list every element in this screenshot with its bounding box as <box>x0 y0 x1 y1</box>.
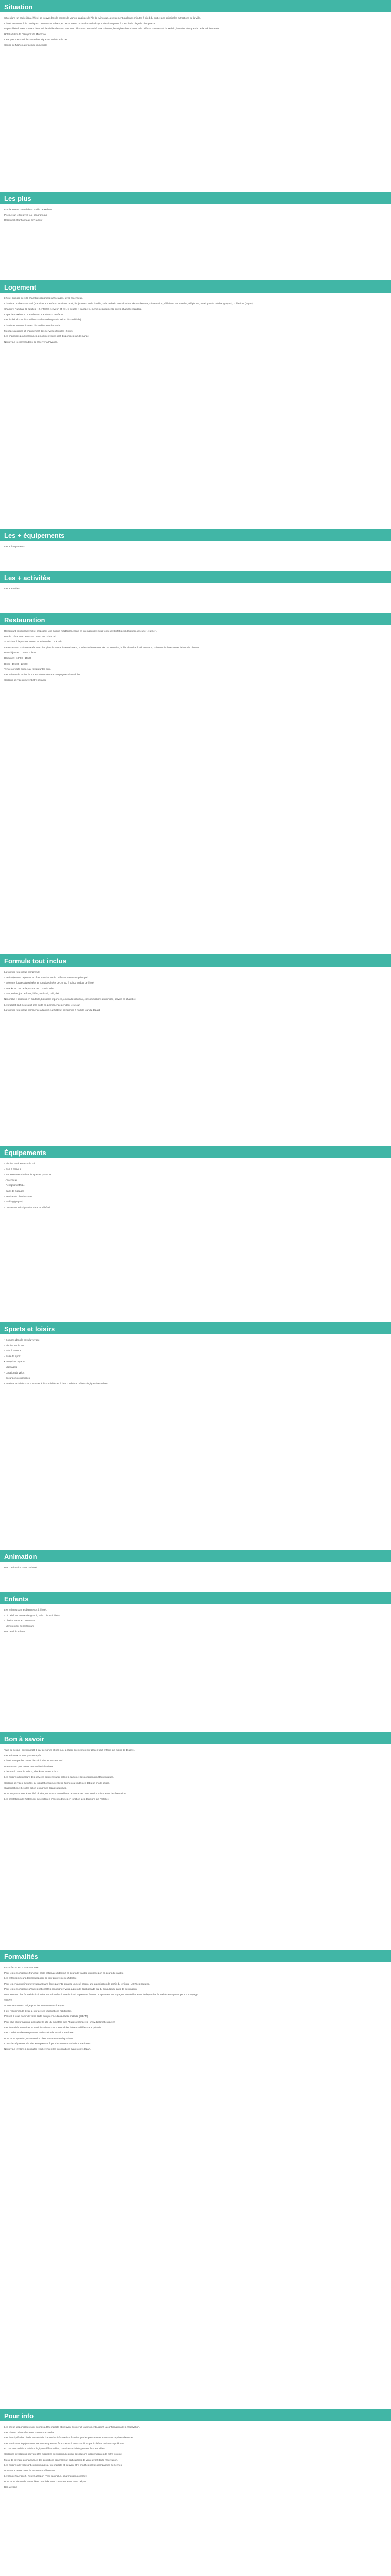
section-body <box>0 625 391 954</box>
paragraph: Dîner : 19h00 - 22h00 <box>4 662 28 665</box>
paragraph: Certains services, activités ou installations peuvent être fermés ou limités en début et fin de saison. <box>4 1781 110 1784</box>
paragraph: Les photos présentées sont non contractuelles. <box>4 2431 55 2434</box>
paragraph: Les + équipements <box>4 545 25 548</box>
section-bon-a-savoir <box>0 1732 391 1950</box>
paragraph: - Boissons locales alcoolisées et non alcoolisées de 10h00 à 23h00 au bar de l'hôtel <box>4 981 94 985</box>
paragraph: Le restaurant : cuisine variée avec des plats locaux et internationaux, soirées à thème une fois par semaine, buffet chaud et froid, desserts, boissons incluses selon la formule choisie. <box>4 646 200 649</box>
paragraph: Les formalités sanitaires et administratives sont susceptibles d'être modifiées sans préavis. <box>4 2026 102 2029</box>
paragraph: Hôtel à 5 km de l'aéroport de Minorque <box>4 32 46 36</box>
paragraph: - Salle de sport <box>4 1354 21 1358</box>
paragraph: - Piscine extérieure sur le toit <box>4 1162 36 1165</box>
section-title: Formalités <box>0 1950 391 1962</box>
section-title: Équipements <box>0 1146 391 1158</box>
section-body <box>0 204 391 280</box>
paragraph: Les horaires de vols sont communiqués à titre indicatif et peuvent être modifiés par les compagnies aériennes. <box>4 2464 123 2467</box>
paragraph: Restaurant principal de l'hôtel proposant une cuisine méditerranéenne et internationale sous forme de buffet (petit-déjeuner, déjeuner et dîner). <box>4 630 157 632</box>
section-animation <box>0 1550 391 1592</box>
section-equipements <box>0 1146 391 1322</box>
paragraph: Pour toute question, notre service client reste à votre disposition. <box>4 2037 74 2040</box>
paragraph: Les enfants de moins de 12 ans doivent être accompagnés d'un adulte. <box>4 673 81 676</box>
section-body <box>0 967 391 1146</box>
paragraph: Chambre Familiale (2 adultes + 2 enfants) : environ 25 m², lit double + canapé-lit, mêmes équipements que la chambre standard. <box>4 308 142 311</box>
paragraph: Les enfants mineurs doivent disposer de leur propre pièce d'identité. <box>4 1977 77 1980</box>
paragraph: Les conditions d'entrée peuvent varier selon la situation sanitaire. <box>4 2031 74 2035</box>
paragraph: Nous vous remercions de votre compréhension. <box>4 2469 56 2472</box>
paragraph: - Parking (payant) <box>4 1200 24 1204</box>
paragraph: - Bain à remous <box>4 1167 22 1171</box>
paragraph: Consultez également le site www.pasteur.fr pour les recommandations sanitaires. <box>4 2042 91 2045</box>
section-title: Les + équipements <box>0 529 391 541</box>
paragraph: Déjeuner : 13h00 - 15h00 <box>4 656 32 659</box>
section-body <box>0 1158 391 1322</box>
paragraph: Personnel attentionné et accueillant <box>4 219 43 222</box>
paragraph: Il est recommandé d'être à jour de ses vaccinations habituelles. <box>4 2009 72 2012</box>
paragraph: - Terrasse avec chaises longues et parasols <box>4 1173 52 1176</box>
paragraph: Les lits bébé sont disponibles sur demande (gratuit, selon disponibilités). <box>4 318 82 321</box>
paragraph: Certains services peuvent être payants. <box>4 679 47 682</box>
paragraph: Snack-bar à la piscine, ouvert en saison de 11h à 18h. <box>4 640 62 643</box>
section-formalites <box>0 1950 391 2409</box>
paragraph: SANTÉ <box>4 1998 12 2002</box>
paragraph: En cas de conditions météorologiques défavorables, certaines activités peuvent être annulées. <box>4 2447 106 2450</box>
section-body <box>0 2421 391 2576</box>
section-title: Formule tout inclus <box>0 954 391 967</box>
section-body <box>0 12 391 192</box>
paragraph: Les prestations de l'hôtel sont susceptibles d'être modifiées en fonction des décisions de l'hôtelier. <box>4 1798 109 1801</box>
paragraph: Pas d'animation dans cet hôtel. <box>4 1566 38 1569</box>
paragraph: Pour plus d'informations, consultez le site du ministère des Affaires étrangères : www.diplomatie.gouv.fr <box>4 2020 115 2023</box>
paragraph: Les services et équipements mentionnés peuvent être soumis à des conditions particulières ou à un supplément. <box>4 2442 125 2445</box>
section-body <box>0 1334 391 1550</box>
paragraph: Aucun vaccin n'est exigé pour les ressortissants français. <box>4 2004 66 2007</box>
paragraph: Chambre Double Standard (2 adultes + 1 enfant) : environ 18 m², lits jumeaux ou lit double, salle de bain avec douche, sèche-cheveux, climatisation, télévision par satellite, téléphone, Wi-Fi gratuit, minibar (payant), coffre-fort (payant). <box>4 302 254 305</box>
section-body <box>0 1604 391 1732</box>
paragraph: - Excursions organisées <box>4 1377 30 1380</box>
paragraph: - Eau, sodas, jus de fruits, bière, vin local, café, thé <box>4 992 59 995</box>
paragraph: Les + activités <box>4 587 20 590</box>
paragraph: Ménage quotidien et changement des serviettes tous les 2 jours. <box>4 329 73 332</box>
section-les-activites <box>0 571 391 613</box>
paragraph: Les enfants sont les bienvenus à l'hôtel. <box>4 1608 47 1611</box>
paragraph: Piscine sur le toit avec vue panoramique <box>4 213 48 216</box>
paragraph: - Connexion Wi-Fi gratuite dans tout l'hôtel <box>4 1206 50 1209</box>
section-title: Enfants <box>0 1592 391 1604</box>
paragraph: Nous vous recommandons de réserver à l'avance. <box>4 340 58 343</box>
section-title: Les + activités <box>0 571 391 583</box>
paragraph: - Lit bébé sur demande (gratuit, selon disponibilités) <box>4 1614 60 1617</box>
section-les-equipements <box>0 529 391 571</box>
paragraph: Pour les ressortissants d'autres nationalités, renseignez-vous auprès de l'ambassade ou du consulat du pays de destination. <box>4 1988 138 1991</box>
paragraph: ENTRÉE SUR LE TERRITOIRE <box>4 1966 39 1969</box>
paragraph: La formule tout inclus comprend : <box>4 971 40 973</box>
section-enfants <box>0 1592 391 1732</box>
section-restauration <box>0 613 391 954</box>
paragraph: Capacité maximum : 3 adultes ou 2 adultes + 2 enfants. <box>4 313 64 316</box>
paragraph: - Service de blanchisserie <box>4 1195 32 1198</box>
paragraph: Non inclus : boissons en bouteille, boissons importées, cocktails spéciaux, consommations du minibar, service en chambre. <box>4 997 137 1001</box>
section-title: Bon à savoir <box>0 1732 391 1744</box>
paragraph: - Massages <box>4 1365 17 1368</box>
section-body <box>0 293 391 529</box>
paragraph: Certaines activités sont soumises à disponibilités et à des conditions météorologiques favorables. <box>4 1382 109 1385</box>
paragraph: Centre de Mahón à proximité immédiate <box>4 43 47 46</box>
paragraph: La formule tout inclus commence à l'arrivée à l'hôtel et se termine à midi le jour du départ. <box>4 1009 101 1012</box>
section-les-plus <box>0 192 391 280</box>
paragraph: - Location de vélos <box>4 1371 25 1374</box>
paragraph: - Snacks au bar de la piscine de 11h00 à 18h00 <box>4 987 55 990</box>
paragraph: Nous vous invitons à consulter régulièrement les informations avant votre départ. <box>4 2047 91 2050</box>
section-title: Les plus <box>0 192 391 204</box>
section-body <box>0 1562 391 1592</box>
paragraph: - Bain à remous <box>4 1349 22 1352</box>
paragraph: Certaines prestations peuvent être modifiées ou supprimées pour des raisons indépendantes de notre volonté. <box>4 2452 123 2455</box>
paragraph: Bon voyage ! <box>4 2485 19 2488</box>
section-title: Situation <box>0 0 391 12</box>
paragraph: Pas de club enfants. <box>4 1630 26 1633</box>
paragraph: Une caution pourra être demandée à l'arrivée. <box>4 1765 54 1768</box>
paragraph: Bar de l'hôtel avec terrasse, ouvert de 10h à 23h. <box>4 635 57 638</box>
paragraph: - Piscine sur le toit <box>4 1344 24 1347</box>
section-body <box>0 583 391 613</box>
section-title: Restauration <box>0 613 391 625</box>
paragraph: Pensez à vous munir de votre carte européenne d'assurance maladie (CEAM). <box>4 2015 89 2018</box>
section-title: Pour info <box>0 2409 391 2421</box>
paragraph: Tenue correcte exigée au restaurant le soir. <box>4 668 51 671</box>
paragraph: Pour toute demande particulière, merci de nous contacter avant votre départ. <box>4 2480 87 2483</box>
paragraph: L'hôtel dispose de 102 chambres réparties sur 5 étages, avec ascenseur. <box>4 297 83 299</box>
section-body <box>0 1962 391 2409</box>
section-body <box>0 541 391 571</box>
paragraph: Le transfert aéroport / hôtel / aéroport n'est pas inclus, sauf mention contraire. <box>4 2475 88 2478</box>
section-sports-et-loisirs <box>0 1322 391 1550</box>
paragraph: - Menu enfant au restaurant <box>4 1624 34 1628</box>
paragraph: Pour les ressortissants français : carte nationale d'identité en cours de validité ou passeport en cours de validité. <box>4 1971 124 1974</box>
paragraph: - Salle de bagages <box>4 1189 25 1192</box>
paragraph: Les animaux ne sont pas acceptés. <box>4 1754 42 1757</box>
paragraph: Les prix et disponibilités sont donnés à titre indicatif et peuvent évoluer à tout moment jusqu'à la confirmation de la réservation. <box>4 2426 140 2428</box>
paragraph: L'hôtel est entouré de boutiques, restaurants et bars, et ne se trouve qu'à 5 km de l'aéroport de Minorque et à 2 km de la plage la plus proche. <box>4 22 156 25</box>
paragraph: Les chambres pour personnes à mobilité réduite sont disponibles sur demande. <box>4 335 90 338</box>
paragraph: - Chaise haute au restaurant <box>4 1619 35 1622</box>
paragraph: Situé dans un cadre idéal, l'hôtel se trouve dans le centre de Mahón, capitale de l'île de Minorque, à seulement quelques minutes à pied du port et des principales attractions de la ville. <box>4 16 201 19</box>
paragraph: Pour les personnes à mobilité réduite, nous vous conseillons de contacter notre service client avant la réservation. <box>4 1792 126 1795</box>
paragraph: • Compris dans le prix du voyage <box>4 1338 40 1341</box>
paragraph: - Réception 24h/24 <box>4 1184 25 1187</box>
section-title: Logement <box>0 280 391 293</box>
paragraph: - Ascenseur <box>4 1178 17 1181</box>
paragraph: Les horaires d'ouverture des services peuvent varier selon la saison et les conditions météorologiques. <box>4 1775 115 1778</box>
section-title: Sports et loisirs <box>0 1322 391 1334</box>
paragraph: Pour les enfants mineurs voyageant sans leurs parents ou avec un seul parent, une autorisation de sortie du territoire (AST) est requise. <box>4 1982 150 1985</box>
paragraph: - Petit-déjeuner, déjeuner et dîner sous forme de buffet au restaurant principal <box>4 976 88 979</box>
section-situation <box>0 0 391 192</box>
section-formule-tout-inclus <box>0 954 391 1146</box>
paragraph: IMPORTANT : les formalités indiquées sont données à titre indicatif et peuvent évoluer. Il appartient au voyageur de vérifier avant le départ les formalités en vigueur pour son voyage. <box>4 1993 199 1996</box>
paragraph: Les descriptifs des hôtels sont établis d'après les informations fournies par les prestataires et sont susceptibles d'évoluer. <box>4 2436 134 2439</box>
paragraph: Classification : 3 étoiles selon les normes locales du pays. <box>4 1787 67 1790</box>
paragraph: Merci de prendre connaissance des conditions générales et particulières de vente avant toute réservation. <box>4 2458 118 2461</box>
section-logement <box>0 280 391 529</box>
paragraph: L'hôtel accepte les cartes de crédit Visa et MasterCard. <box>4 1759 63 1762</box>
section-pour-info <box>0 2409 391 2576</box>
paragraph: Chambres communicantes disponibles sur demande. <box>4 324 61 327</box>
paragraph: Emplacement central dans la ville de Mahón <box>4 208 52 211</box>
paragraph: • En option payante <box>4 1360 25 1363</box>
paragraph: Check-in à partir de 15h00, check-out avant 12h00. <box>4 1770 59 1773</box>
paragraph: Le bracelet tout inclus doit être porté en permanence pendant le séjour. <box>4 1003 81 1006</box>
section-title: Animation <box>0 1550 391 1562</box>
section-body <box>0 1744 391 1950</box>
paragraph: Idéal pour découvrir le centre historique de Mahón et le port <box>4 38 69 41</box>
paragraph: Taxe de séjour : environ 2,20 € par personne et par nuit, à régler directement sur place (sauf enfants de moins de 16 ans). <box>4 1749 135 1751</box>
paragraph: Depuis l'hôtel, vous pourrez découvrir la vieille ville avec ses rues piétonnes, le marché aux poissons, les églises historiques et le célèbre port naturel de Mahón, l'un des plus grands de la Méditerranée. <box>4 27 220 30</box>
paragraph: Petit-déjeuner : 7h30 - 10h00 <box>4 651 36 654</box>
